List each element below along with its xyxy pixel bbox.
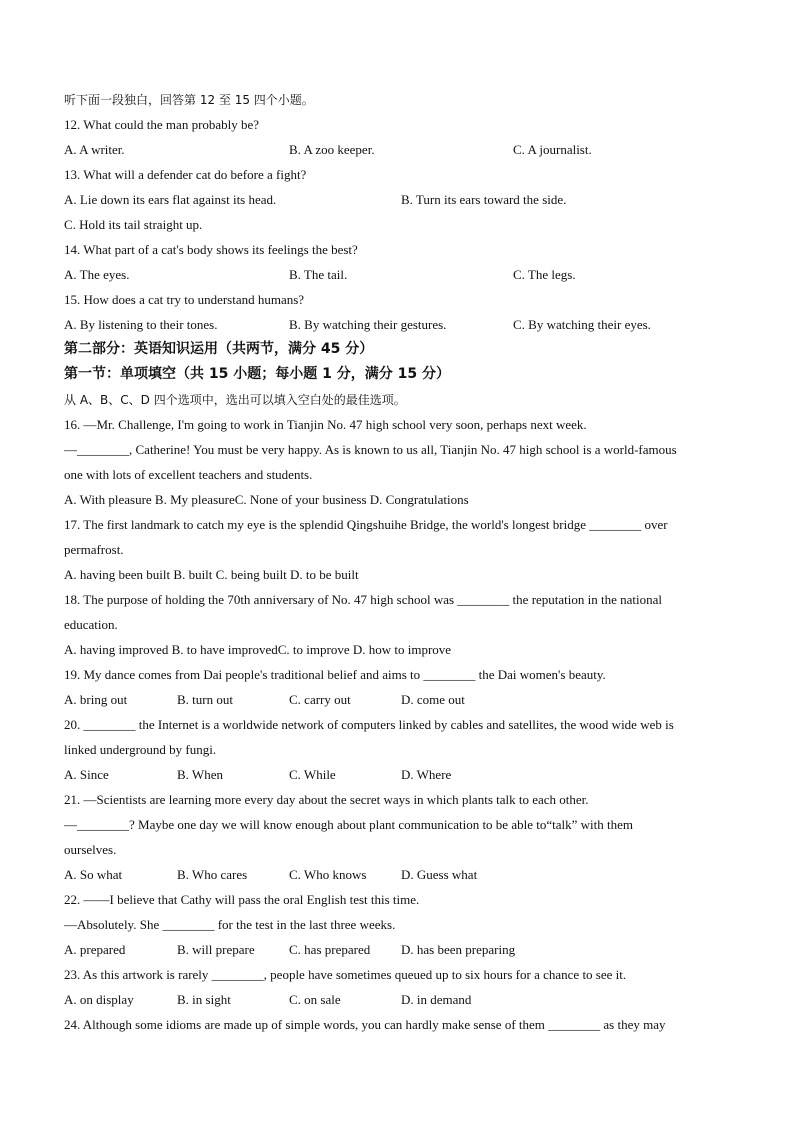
question-15-option-a: A. By listening to their tones.: [64, 317, 218, 332]
question-12-stem: 12. What could the man probably be?: [64, 117, 260, 132]
question-21-line-3: ourselves.: [64, 842, 117, 857]
question-19-option-b: B. turn out: [177, 692, 233, 707]
question-20-option-c: C. While: [289, 767, 336, 782]
question-14-option-a: A. The eyes.: [64, 267, 130, 282]
question-13-option-b: B. Turn its ears toward the side.: [401, 192, 567, 207]
question-24-line-1: 24. Although some idioms are made up of simple words, you can hardly make sense of them ________ as they may: [64, 1017, 666, 1032]
section-1-heading: 第一节：单项填空（共 15 小题；每小题 1 分，满分 15 分）: [64, 366, 450, 382]
question-17-line-1: 17. The first landmark to catch my eye is the splendid Qingshuihe Bridge, the world's longest bridge ________ over: [64, 517, 668, 532]
question-23-option-d: D. in demand: [401, 992, 472, 1007]
question-16-line-3: one with lots of excellent teachers and students.: [64, 467, 313, 482]
question-22-line-2: —Absolutely. She ________ for the test in the last three weeks.: [64, 917, 396, 932]
part-2-heading: 第二部分：英语知识运用（共两节，满分 45 分）: [64, 341, 374, 357]
question-22-option-c: C. has prepared: [289, 942, 371, 957]
question-21-option-c: C. Who knows: [289, 867, 367, 882]
question-15-option-b: B. By watching their gestures.: [289, 317, 447, 332]
question-23-option-b: B. in sight: [177, 992, 231, 1007]
question-18-line-2: education.: [64, 617, 118, 632]
question-13-option-a: A. Lie down its ears flat against its head.: [64, 192, 277, 207]
question-20-option-a: A. Since: [64, 767, 109, 782]
question-19-option-a: A. bring out: [64, 692, 128, 707]
question-20-line-1: 20. ________ the Internet is a worldwide network of computers linked by cables and satellites, the wood wide web is: [64, 717, 674, 732]
question-23-option-c: C. on sale: [289, 992, 341, 1007]
question-13-option-c: C. Hold its tail straight up.: [64, 217, 203, 232]
question-18-options: A. having improved B. to have improvedC. to improve D. how to improve: [64, 642, 452, 657]
question-16-line-2: —________, Catherine! You must be very happy. As is known to us all, Tianjin No. 47 high school is a world-famous: [64, 442, 677, 457]
question-19-option-c: C. carry out: [289, 692, 351, 707]
question-20-option-b: B. When: [177, 767, 223, 782]
question-12-option-b: B. A zoo keeper.: [289, 142, 375, 157]
question-17-line-2: permafrost.: [64, 542, 124, 557]
question-23-option-a: A. on display: [64, 992, 134, 1007]
section-1-instructions: 从 A、B、C、D 四个选项中，选出可以填入空白处的最佳选项。: [64, 393, 406, 407]
question-16-line-1: 16. —Mr. Challenge, I'm going to work in Tianjin No. 47 high school very soon, perhaps next week.: [64, 417, 587, 432]
question-16-options: A. With pleasure B. My pleasureC. None of your business D. Congratulations: [64, 492, 469, 507]
question-14-option-b: B. The tail.: [289, 267, 348, 282]
question-22-option-d: D. has been preparing: [401, 942, 516, 957]
question-23-line-1: 23. As this artwork is rarely ________, people have sometimes queued up to six hours for a chance to see it.: [64, 967, 627, 982]
question-22-option-b: B. will prepare: [177, 942, 255, 957]
question-14-stem: 14. What part of a cat's body shows its feelings the best?: [64, 242, 358, 257]
question-17-options: A. having been built B. built C. being built D. to be built: [64, 567, 359, 582]
question-21-line-2: —________? Maybe one day we will know enough about plant communication to be able to“talk” with them: [64, 817, 633, 832]
question-19-option-d: D. come out: [401, 692, 465, 707]
question-19-line-1: 19. My dance comes from Dai people's traditional belief and aims to ________ the Dai women's beauty.: [64, 667, 606, 682]
question-13-stem: 13. What will a defender cat do before a fight?: [64, 167, 307, 182]
question-14-option-c: C. The legs.: [513, 267, 576, 282]
question-12-option-c: C. A journalist.: [513, 142, 592, 157]
question-18-line-1: 18. The purpose of holding the 70th anniversary of No. 47 high school was ________ the reputation in the national: [64, 592, 663, 607]
question-21-option-b: B. Who cares: [177, 867, 248, 882]
question-22-option-a: A. prepared: [64, 942, 126, 957]
question-21-option-d: D. Guess what: [401, 867, 478, 882]
listening-intro: 听下面一段独白，回答第 12 至 15 四个小题。: [64, 93, 314, 107]
question-20-option-d: D. Where: [401, 767, 452, 782]
question-15-stem: 15. How does a cat try to understand humans?: [64, 292, 305, 307]
question-12-option-a: A. A writer.: [64, 142, 125, 157]
question-22-line-1: 22. ——I believe that Cathy will pass the oral English test this time.: [64, 892, 420, 907]
question-21-option-a: A. So what: [64, 867, 123, 882]
question-15-option-c: C. By watching their eyes.: [513, 317, 651, 332]
question-20-line-2: linked underground by fungi.: [64, 742, 217, 757]
question-21-line-1: 21. —Scientists are learning more every day about the secret ways in which plants talk to each other.: [64, 792, 589, 807]
